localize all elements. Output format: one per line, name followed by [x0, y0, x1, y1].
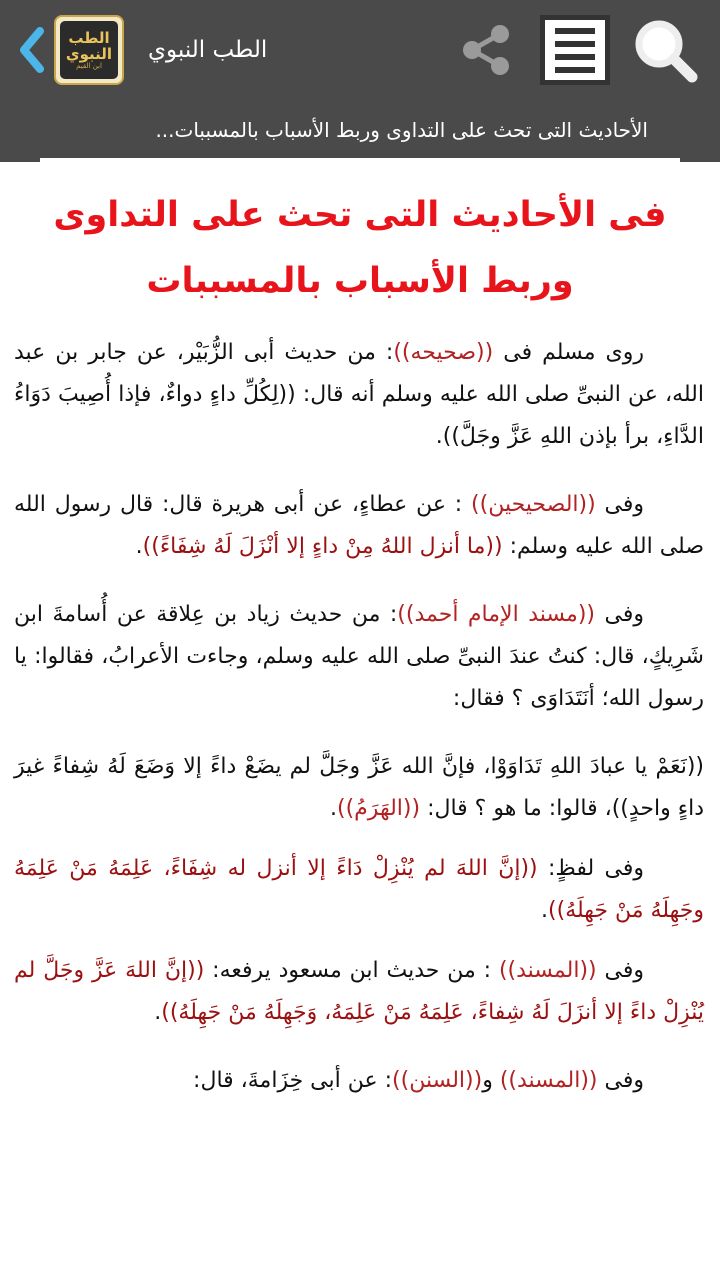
search-icon: [630, 16, 700, 86]
hadith-quote: ((ما أنزل اللهُ مِنْ داءٍ إلا أنْزَلَ لَهُ شِفَاءً)): [142, 534, 503, 559]
app-logo-inner: [60, 21, 118, 79]
logo-text-line3: ابن القيم: [76, 61, 102, 70]
reference: ((الصحيحين)): [471, 492, 596, 517]
reference: ((المسند)): [499, 1068, 598, 1093]
text: : من حديث أبى الزُّبَيْر، عن جابر بن عبد الله، عن النبىِّ صلى الله عليه وسلم أنه قال: ((لِكُلِّ داءٍ دواءٌ، فإذا أُصِيبَ دَوَاءُ الدَّاءِ، برأ بإذن اللهِ عَزَّ وجَلَّ)).: [14, 340, 704, 449]
text: : عن أبى خِزَامةَ، قال:: [193, 1068, 393, 1093]
top-app-bar: [0, 0, 720, 100]
text: : من حديث ابن مسعود يرفعه:: [204, 958, 499, 983]
text: روى مسلم فى: [493, 340, 644, 365]
reference: ((الهَرَمُ)): [337, 796, 421, 821]
app-logo[interactable]: [54, 15, 124, 85]
text: وفى: [594, 602, 644, 627]
text: وفى: [596, 958, 644, 983]
text: وفى لفظٍ:: [537, 856, 645, 881]
paragraph-6: [14, 950, 704, 1034]
share-button[interactable]: [458, 22, 514, 78]
reference: ((صحيحه)): [393, 340, 494, 365]
menu-icon-bar: [555, 67, 595, 73]
text: ((نَعَمْ يا عبادَ اللهِ تَدَاوَوْا، فإنَّ الله عَزَّ وجَلَّ لم يضَعْ داءً إلا وَضَعَ لَهُ شِفاءً غيرَ داءٍ واحدٍ))، قالوا: ما هو ؟ قال:: [14, 754, 704, 821]
share-icon: [458, 22, 514, 78]
paragraph-7: [14, 1060, 704, 1102]
chevron-left-icon: [16, 27, 46, 73]
menu-button[interactable]: [540, 15, 610, 85]
back-button[interactable]: [14, 26, 48, 74]
reference: ((مسند الإمام أحمد)): [397, 602, 595, 627]
text: .: [135, 534, 143, 559]
chapter-title-bar: [0, 100, 720, 162]
paragraph-2: [14, 484, 704, 568]
text: : من حديث زياد بن عِلاقة عن أُسامةَ ابن شَرِيكٍ، قال: كنتُ عندَ النبىِّ صلى الله عليه وسلم، وجاءت الأعرابُ، فقالوا: يا رسول الله؛ أنَتَدَاوَى ؟ فقال:: [14, 602, 704, 711]
text: .: [330, 796, 338, 821]
chapter-subtitle: الأحاديث التى تحث على التداوى وربط الأسباب بالمسببات...: [155, 118, 648, 142]
reference: ((المسند)): [498, 958, 597, 983]
search-button[interactable]: [630, 16, 700, 86]
paragraph-5: [14, 848, 704, 932]
paragraph-4: [14, 746, 704, 830]
reference: ((السنن)): [392, 1068, 483, 1093]
menu-icon-bar: [555, 28, 595, 34]
text: وفى: [597, 1068, 644, 1093]
hadith-quote: ((إنَّ اللهَ لم يُنْزِلْ دَاءً إلا أنزل له شِفَاءً، عَلِمَهُ مَنْ عَلِمَهُ وجَهِلَهُ مَنْ جَهِلَهُ)): [14, 856, 704, 923]
text: وفى: [595, 492, 644, 517]
hadith-quote: ((إنَّ اللهَ عَزَّ وجَلَّ لم يُنْزِلْ داءً إلا أنزَلَ لَهُ شِفاءً، عَلِمَهُ مَنْ عَلِمَهُ، وَجَهِلَهُ مَنْ جَهِلَهُ)): [14, 958, 704, 1025]
text: .: [154, 1000, 162, 1025]
logo-text-line1: الطب: [68, 28, 110, 47]
paragraph-3: [14, 594, 704, 720]
article-heading: فى الأحاديث التى تحث على التداوى وربط الأسباب بالمسببات: [53, 195, 667, 301]
text: .: [541, 898, 549, 923]
logo-text-line2: النبوي: [65, 44, 113, 63]
paragraph-1: [14, 332, 704, 458]
text: و: [482, 1068, 500, 1093]
text: : عن عطاءٍ، عن أبى هريرة قال: قال رسول الله صلى الله عليه وسلم:: [14, 492, 704, 559]
app-title: الطب النبوي: [148, 37, 268, 63]
menu-icon-bar: [555, 41, 595, 47]
menu-icon-bar: [555, 54, 595, 60]
article-content[interactable]: [0, 162, 720, 1280]
